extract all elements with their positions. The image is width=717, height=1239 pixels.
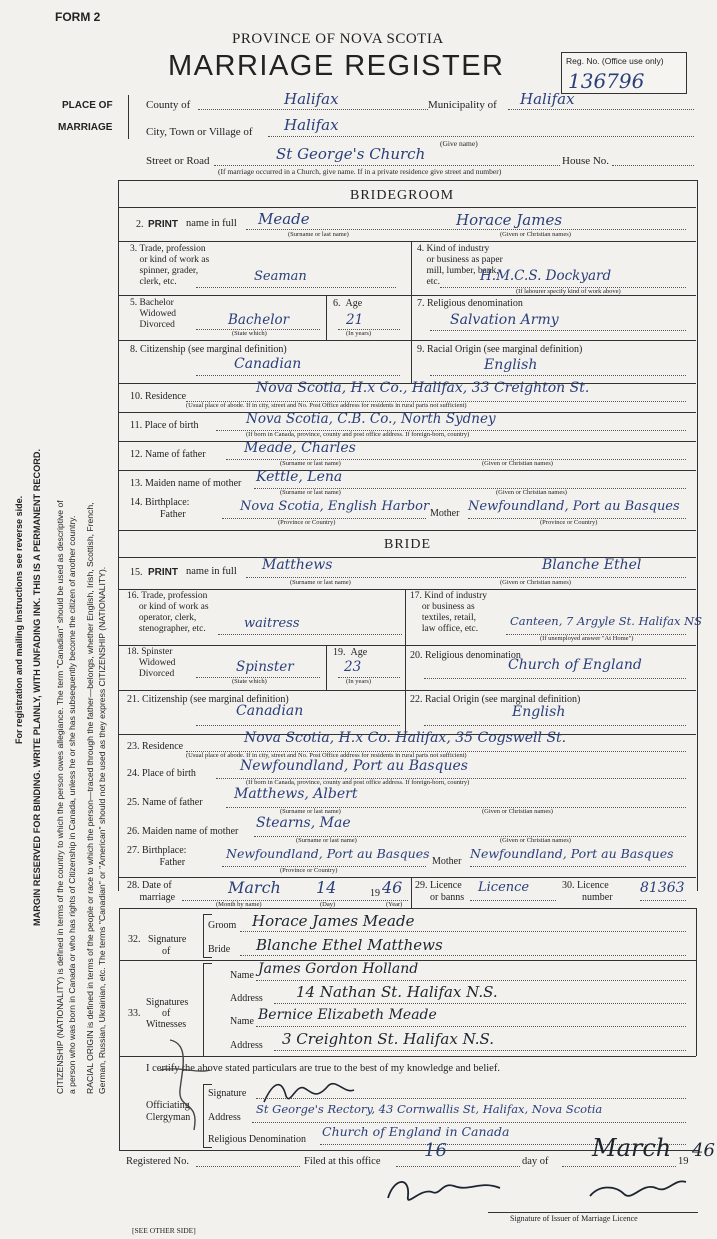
- field-16-line4: stenographer, etc.: [138, 624, 206, 634]
- field-4-line4: etc.: [426, 277, 440, 287]
- field-15-line: [246, 576, 686, 578]
- divider: [326, 645, 327, 690]
- city-line: [268, 135, 694, 137]
- field-7-text: Religious denomination: [427, 298, 523, 309]
- bride-father-surname-caption: (Surname or last name): [280, 808, 341, 815]
- bride-religion: Church of England: [508, 657, 642, 673]
- bride-surname-caption: (Surname or last name): [290, 579, 351, 586]
- field-3-label: [130, 244, 209, 288]
- field-32-line1: Signature: [148, 934, 187, 945]
- divider: [119, 340, 696, 341]
- divider: [119, 207, 696, 208]
- officiating-line1: Officiating: [146, 1100, 190, 1111]
- year-caption: (Year): [386, 901, 403, 908]
- street-label: Street or Road: [146, 155, 210, 167]
- groom-label: Groom: [208, 920, 237, 931]
- filed-year: 46: [692, 1140, 715, 1161]
- officiating-address-line: [252, 1121, 686, 1123]
- field-33-line3: Witnesses: [146, 1019, 187, 1030]
- municipality-label: Municipality of: [428, 99, 497, 111]
- field-22-line: [424, 724, 686, 726]
- groom-given: Horace James: [456, 211, 563, 229]
- municipality-value: Halifax: [520, 90, 575, 108]
- reg-no-box: [561, 52, 687, 94]
- margin-instructions: For registration and mailing instructions see reverse side.: [14, 495, 24, 744]
- street-note: (If marriage occurred in a Church, give name. If in a private residence give street and number): [218, 167, 502, 176]
- field-4-line1: Kind of industry: [426, 244, 490, 254]
- bride-racial: English: [512, 704, 566, 720]
- field-16-line3: operator, clerk,: [138, 613, 197, 623]
- divider: [119, 908, 120, 1150]
- house-label: House No.: [562, 155, 610, 167]
- field-12-number: 12.: [130, 449, 143, 460]
- field-27-label: [127, 845, 186, 869]
- divider: [119, 645, 696, 646]
- give-name-caption: (Give name): [440, 139, 478, 148]
- groom-signature: Horace James Meade: [252, 912, 415, 930]
- divider: [119, 530, 696, 531]
- month-caption: (Month by name): [216, 901, 262, 908]
- issuer-caption: Signature of Issuer of Marriage Licence: [510, 1214, 638, 1223]
- field-10-number: 10.: [130, 391, 143, 402]
- groom-trade: Seaman: [254, 269, 307, 284]
- field-6-number: 6.: [333, 298, 341, 309]
- field-17-line1: Kind of industry: [424, 591, 488, 601]
- groom-citizenship: Canadian: [234, 356, 302, 372]
- field-26-text: Maiden name of mother: [142, 826, 239, 837]
- field-11-text: Place of birth: [144, 420, 199, 431]
- marriage-month: March: [228, 878, 281, 897]
- field-24-text: Place of birth: [142, 768, 196, 779]
- divider: [326, 295, 327, 340]
- residence-caption: (Usual place of abode. If in city, street and No. Post Office address for residents in rural parts not sufficient): [186, 402, 467, 409]
- field-16-line1: Trade, profession: [141, 591, 208, 601]
- w1-address-label: Address: [230, 993, 263, 1004]
- field-9-text: Racial Origin (see marginal definition): [427, 344, 583, 355]
- field-11-label: [130, 420, 199, 431]
- field-27-line1: Birthplace:: [142, 845, 187, 856]
- field-3-line1: Trade, profession: [139, 244, 206, 254]
- licence-number: 81363: [640, 880, 685, 896]
- field-12-text: Name of father: [145, 449, 206, 460]
- bride-label: Bride: [208, 944, 231, 955]
- registered-no-label: Registered No.: [126, 1156, 189, 1167]
- field-17-line4: law office, etc.: [421, 624, 479, 634]
- surname-caption: (Surname or last name): [288, 231, 349, 238]
- field-25-number: 25.: [127, 797, 140, 808]
- bride-age: 23: [344, 659, 362, 675]
- groom-father: Meade, Charles: [244, 440, 356, 456]
- issuer-line: [488, 1212, 698, 1213]
- field-13-number: 13.: [130, 478, 143, 489]
- filed-day: 16: [424, 1140, 447, 1161]
- field-4-line2: or business as paper: [426, 255, 503, 265]
- field-17-line3: textiles, retail,: [421, 613, 476, 623]
- w2-name-label: Name: [230, 1016, 254, 1027]
- bride-mother-birthplace: Newfoundland, Port au Basques: [470, 846, 674, 861]
- city-label: City, Town or Village of: [146, 126, 253, 138]
- bride-father-birthplace: Newfoundland, Port au Basques: [226, 846, 430, 861]
- divider: [119, 908, 696, 909]
- bridegroom-heading: BRIDEGROOM: [350, 188, 455, 203]
- field-32-number: 32.: [128, 934, 141, 945]
- day-caption: (Day): [320, 901, 336, 908]
- field-9-number: 9.: [417, 344, 425, 355]
- certify-text: I certify the above stated particulars are true to the best of my knowledge and belief.: [146, 1063, 500, 1074]
- field-5-label: [130, 298, 176, 331]
- field-29-label: [415, 880, 464, 904]
- groom-sig-line: [240, 930, 686, 932]
- field-3-number: 3.: [130, 244, 138, 254]
- field-30-line1: Licence: [577, 880, 609, 891]
- field-8-text: Citizenship (see marginal definition): [140, 344, 287, 355]
- bride-residence: Nova Scotia, H.x Co. Halifax, 35 Cogswell St.: [244, 730, 567, 746]
- field-17-number: 17.: [410, 591, 422, 601]
- field-22-number: 22.: [410, 694, 423, 705]
- officiating-denomination: Church of England in Canada: [322, 1124, 510, 1139]
- field-19-number: 19.: [333, 647, 346, 658]
- field-24-number: 24.: [127, 768, 140, 779]
- reg-no-value: 136796: [568, 69, 645, 93]
- place-of-label: PLACE OF: [62, 100, 113, 111]
- marriage-day: 14: [316, 878, 337, 897]
- reg-no-label: Reg. No. (Office use only): [566, 56, 664, 66]
- field-27-number: 27.: [127, 845, 140, 856]
- father-surname-caption: (Surname or last name): [280, 460, 341, 467]
- field-20-number: 20.: [410, 650, 423, 661]
- field-4-caption: (If labourer specify kind of work above): [516, 288, 621, 295]
- groom-surname: Meade: [258, 210, 310, 228]
- field-16-line: [218, 633, 402, 635]
- bride-birth-caption: (If born in Canada, province, county and post office address. If foreign-born, country): [246, 779, 470, 786]
- marriage-year: 46: [382, 878, 403, 897]
- field-33-line1: Signatures: [146, 997, 189, 1008]
- mother-prov-caption: (Province or Country): [540, 519, 598, 526]
- form-number: FORM 2: [55, 10, 101, 24]
- bride-father: Matthews, Albert: [234, 786, 358, 802]
- margin-racial-def: RACIAL ORIGIN is defined in terms of the people or race to which the person—traced through the father—belongs, whether English, Irish, Scottish, French,: [85, 502, 95, 1094]
- filed-month-line: [562, 1165, 676, 1167]
- bride-surname: Matthews: [262, 557, 333, 573]
- field-29-line: [470, 899, 556, 901]
- divider: [119, 241, 696, 242]
- field-16-label: [127, 591, 209, 635]
- field-16-number: 16.: [127, 591, 139, 601]
- city-value: Halifax: [284, 116, 339, 134]
- field-9-line: [430, 374, 686, 376]
- groom-residence: Nova Scotia, H.x Co., Halifax, 33 Creighton St.: [256, 380, 590, 396]
- field-6-label: [333, 298, 362, 309]
- field-25-label: [127, 797, 203, 808]
- field-18-line2: Widowed: [138, 658, 176, 668]
- given-caption: (Given or Christian names): [500, 231, 571, 238]
- field-14-number: 14.: [130, 497, 143, 508]
- clergy-margin-signature: [150, 1030, 230, 1150]
- registered-no-line: [196, 1165, 300, 1167]
- divider: [411, 241, 412, 295]
- bride-years-caption: (In years): [346, 678, 372, 685]
- field-3-line: [196, 286, 396, 288]
- field-13-text: Maiden name of mother: [145, 478, 242, 489]
- field-7-number: 7.: [417, 298, 425, 309]
- filed-month: March: [592, 1134, 672, 1162]
- field-8-number: 8.: [130, 344, 138, 355]
- place-brace: [128, 95, 129, 139]
- field-14-line2: Father: [160, 509, 186, 520]
- bride-citizenship: Canadian: [236, 703, 304, 719]
- divider: [696, 908, 697, 1056]
- groom-father-birthplace: Nova Scotia, English Harbor: [240, 499, 430, 514]
- field-33-number: 33.: [128, 1008, 141, 1019]
- bride-birthplace: Newfoundland, Port au Basques: [240, 758, 468, 774]
- divider: [119, 441, 696, 442]
- bride-sig-line: [240, 954, 686, 956]
- witness1-name: James Gordon Holland: [258, 961, 419, 977]
- w1-address-line: [274, 1002, 686, 1004]
- field-14-line1: Birthplace:: [145, 497, 190, 508]
- street-line: [214, 164, 560, 166]
- witness2-address: 3 Creighton St. Halifax N.S.: [282, 1030, 495, 1048]
- field-15-label: name in full: [186, 566, 237, 577]
- field-30-line: [640, 899, 686, 901]
- bride-residence-caption: (Usual place of abode. If in city, street and No. Post Office address for residents in rural parts not sufficient): [186, 752, 467, 759]
- bride-state-caption: (State which): [232, 678, 267, 685]
- bride-given-caption: (Given or Christian names): [500, 579, 571, 586]
- field-13-label: [130, 478, 241, 489]
- field-24-label: [127, 768, 196, 779]
- field-30-label: [562, 880, 613, 904]
- divider: [119, 295, 696, 296]
- bride-signature: Blanche Ethel Matthews: [256, 936, 443, 954]
- street-value: St George's Church: [276, 145, 426, 163]
- field-18-label: [127, 647, 175, 680]
- field-30-number: 30.: [562, 880, 575, 891]
- margin-racial-def2: German, Russian, Ukrainian, etc. The terms "Canadian" or "American" should not be used as they express CITIZENSHIP (NATIONALITY).: [97, 566, 107, 1094]
- field-29-line1: Licence: [430, 880, 462, 891]
- margin-citizenship-def2: a person who was born in Canada or who has rights of Citizenship in Canada, unless he or she has subsequently become the citizen of another country.: [67, 515, 77, 1094]
- field-28-line2: marriage: [139, 892, 176, 903]
- w1-name-label: Name: [230, 970, 254, 981]
- field-18-line1: Spinster: [141, 647, 173, 657]
- field-20-line: [424, 677, 686, 679]
- field-21-line: [196, 724, 400, 726]
- divider: [411, 340, 412, 383]
- house-line: [612, 164, 694, 166]
- marriage-label: MARRIAGE: [58, 122, 113, 133]
- field-2-print: PRINT: [148, 219, 178, 230]
- margin-binding: MARGIN RESERVED FOR BINDING. WRITE PLAINLY, WITH UNFADING INK. THIS IS A PERMANENT RECORD.: [32, 448, 42, 926]
- officiating-line2: Clergyman: [146, 1112, 191, 1123]
- bride-heading: BRIDE: [384, 537, 431, 552]
- bride-status: Spinster: [236, 659, 294, 675]
- field-8-label: [130, 344, 287, 355]
- field-20-label: [410, 650, 521, 661]
- groom-age: 21: [346, 312, 364, 328]
- county-value: Halifax: [284, 90, 339, 108]
- municipality-line: [508, 108, 694, 110]
- officiating-address: St George's Rectory, 43 Cornwallis St, Halifax, Nova Scotia: [256, 1102, 603, 1116]
- bride-mother-surname-caption: (Surname or last name): [296, 837, 357, 844]
- groom-racial: English: [484, 357, 538, 373]
- field-11-number: 11.: [130, 420, 143, 431]
- page-title: MARRIAGE REGISTER: [168, 50, 505, 82]
- field-26-number: 26.: [127, 826, 140, 837]
- field-17-label: [410, 591, 487, 635]
- state-caption: (State which): [232, 330, 267, 337]
- mother-surname-caption: (Surname or last name): [280, 489, 341, 496]
- bride-industry: Canteen, 7 Argyle St. Halifax NS: [510, 614, 703, 628]
- groom-religion: Salvation Army: [450, 312, 559, 328]
- field-20-text: Religious denomination: [425, 650, 521, 661]
- field-5-number: 5.: [130, 298, 138, 308]
- county-label: County of: [146, 99, 191, 111]
- margin-citizenship-def: CITIZENSHIP (NATIONALITY) is defined in terms of the country to which the person owes allegiance. The term "Canadian" should be used as descriptive of: [55, 500, 65, 1094]
- divider: [119, 470, 696, 471]
- bride-mother-given-caption: (Given or Christian names): [500, 837, 571, 844]
- marriage-year-prefix: 19: [370, 888, 380, 899]
- w1-name-line: [256, 979, 686, 981]
- bride-father-prov-caption: (Province or Country): [280, 867, 338, 874]
- field-3-line3: spinner, grader,: [139, 266, 199, 276]
- field-18-number: 18.: [127, 647, 139, 657]
- field-23-label: [127, 741, 183, 752]
- father-given-caption: (Given or Christian names): [482, 460, 553, 467]
- groom-mother: Kettle, Lena: [256, 469, 343, 485]
- field-10-text: Residence: [145, 391, 187, 402]
- see-other-side: [SEE OTHER SIDE]: [132, 1226, 196, 1235]
- field-19-text: Age: [350, 647, 368, 658]
- province-heading: PROVINCE OF NOVA SCOTIA: [232, 31, 444, 47]
- field-25-text: Name of father: [142, 797, 203, 808]
- field-17-line2: or business as: [421, 602, 475, 612]
- field-27-mother-label: Mother: [432, 856, 462, 867]
- divider: [119, 690, 696, 691]
- field-15-print: PRINT: [148, 567, 178, 578]
- groom-mother-birthplace: Newfoundland, Port au Basques: [468, 499, 680, 514]
- day-of-label: day of: [522, 1156, 549, 1167]
- field-32-line2: of: [162, 946, 171, 957]
- bride-father-given-caption: (Given or Christian names): [482, 808, 553, 815]
- field-19-label: [333, 647, 367, 658]
- field-23-text: Residence: [142, 741, 184, 752]
- field-28-label: [127, 880, 175, 904]
- field-2-number: 2.: [136, 219, 144, 230]
- groom-status: Bachelor: [228, 312, 290, 328]
- field-28-line1: Date of: [142, 880, 172, 891]
- field-8-line: [196, 374, 400, 376]
- divider: [405, 690, 406, 734]
- w2-name-line: [256, 1025, 686, 1027]
- groom-birthplace: Nova Scotia, C.B. Co., North Sydney: [246, 411, 496, 427]
- officiating-sig-label: Signature: [208, 1088, 247, 1099]
- bride-given: Blanche Ethel: [542, 557, 642, 573]
- filed-label: Filed at this office: [304, 1156, 381, 1167]
- field-5-line3: Divorced: [139, 320, 175, 330]
- field-23-number: 23.: [127, 741, 140, 752]
- field-17-caption: (If unemployed answer "At Home"): [540, 635, 634, 642]
- divider: [405, 645, 406, 690]
- field-27-line2: Father: [159, 857, 186, 868]
- field-28-number: 28.: [127, 880, 140, 891]
- field-15-number: 15.: [130, 567, 143, 578]
- filed-year-label: 19: [678, 1156, 689, 1167]
- divider: [119, 877, 696, 878]
- field-12-label: [130, 449, 206, 460]
- field-16-line2: or kind of work as: [138, 602, 209, 612]
- field-9-label: [417, 344, 582, 355]
- w2-address-line: [274, 1049, 686, 1051]
- divider: [411, 877, 412, 908]
- witness2-name: Bernice Elizabeth Meade: [258, 1007, 437, 1023]
- groom-industry: H.M.C.S. Dockyard: [480, 268, 612, 284]
- field-3-line4: clerk, etc.: [139, 277, 177, 287]
- field-5-line1: Bachelor: [139, 298, 174, 308]
- field-3-line2: or kind of work as: [139, 255, 210, 265]
- field-7-label: [417, 298, 523, 309]
- field-2-label: name in full: [186, 218, 237, 229]
- filed-day-line: [396, 1165, 520, 1167]
- bride-trade: waitress: [244, 616, 300, 631]
- witness1-address: 14 Nathan St. Halifax N.S.: [296, 983, 498, 1001]
- field-21-text: Citizenship (see marginal definition): [142, 694, 289, 705]
- divider: [405, 589, 406, 645]
- divider: [119, 589, 696, 590]
- field-29-line2: or banns: [430, 892, 465, 903]
- officiating-address-label: Address: [208, 1112, 241, 1123]
- field-27-mother-line: [470, 865, 686, 867]
- field-7-line: [430, 329, 686, 331]
- field-18-line3: Divorced: [138, 669, 175, 679]
- field-14-mother-label: Mother: [430, 508, 460, 519]
- field-30-line2: number: [582, 892, 613, 903]
- bride-mother: Stearns, Mae: [256, 815, 351, 831]
- county-line: [198, 108, 428, 110]
- field-14-label: [130, 497, 189, 521]
- field-22-text: Racial Origin (see marginal definition): [425, 694, 581, 705]
- field-4-line3: mill, lumber, bank,: [426, 266, 499, 276]
- birth-caption: (If born in Canada, province, county and post office address. If foreign-born, country): [246, 431, 470, 438]
- years-caption: (In years): [346, 330, 372, 337]
- field-29-number: 29.: [415, 880, 428, 891]
- mother-given-caption: (Given or Christian names): [496, 489, 567, 496]
- w2-address-label: Address: [230, 1040, 263, 1051]
- issuer-signature: [380, 1168, 700, 1216]
- field-5-line2: Widowed: [139, 309, 177, 319]
- licence-or-banns: Licence: [478, 880, 530, 895]
- field-33-line2: of: [162, 1008, 171, 1019]
- field-6-text: Age: [345, 298, 363, 309]
- field-26-label: [127, 826, 238, 837]
- field-10-label: [130, 391, 186, 402]
- father-prov-caption: (Province or Country): [278, 519, 336, 526]
- field-4-number: 4.: [417, 244, 425, 254]
- field-21-number: 21.: [127, 694, 140, 705]
- divider: [411, 295, 412, 340]
- religious-denomination-label: Religious Denomination: [208, 1134, 307, 1145]
